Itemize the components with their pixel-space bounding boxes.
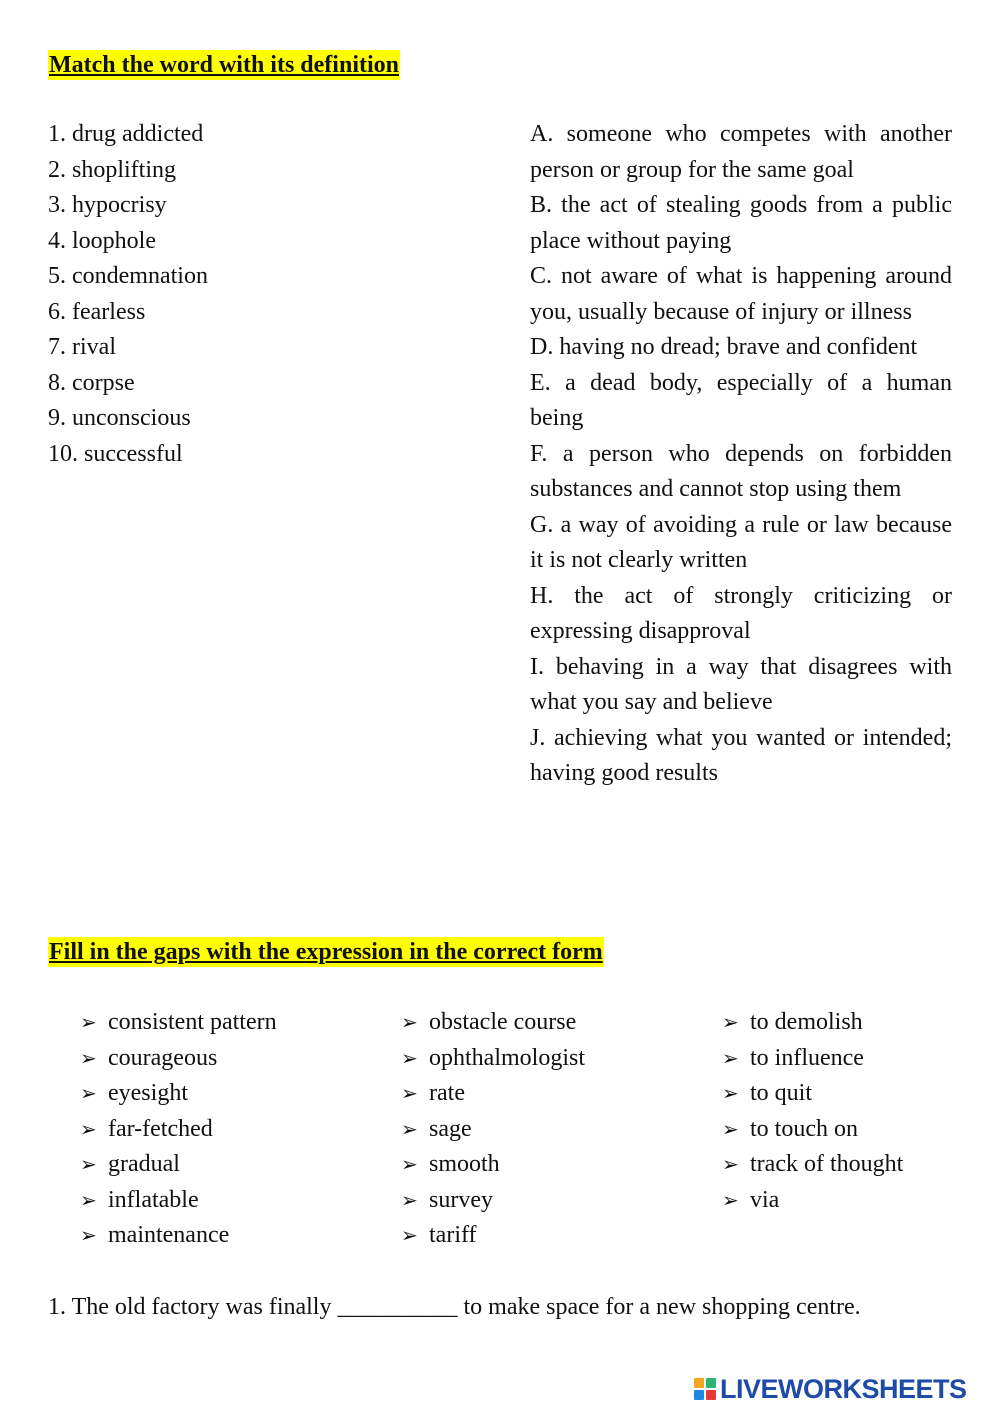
expression-label: ophthalmologist: [429, 1044, 585, 1071]
arrowhead-bullet-icon: ➢: [80, 1010, 97, 1034]
arrowhead-bullet-icon: ➢: [401, 1081, 418, 1105]
arrowhead-bullet-icon: ➢: [80, 1187, 97, 1212]
arrowhead-bullet-icon: ➢: [722, 1045, 739, 1070]
word-item: 6. fearless: [48, 298, 146, 325]
section-2-heading: Fill in the gaps with the expression in the correct form: [49, 939, 603, 965]
word-item: 2. shoplifting: [48, 156, 177, 183]
expression-label: to quit: [750, 1080, 813, 1106]
arrowhead-bullet-icon: ➢: [401, 1152, 418, 1176]
logo-text: LIVEWORKSHEETS: [720, 1373, 967, 1404]
expression-column-2: [401, 1005, 585, 1254]
arrowhead-bullet-icon: ➢: [401, 1116, 418, 1141]
arrowhead-bullet-icon: ➢: [401, 1223, 418, 1247]
arrowhead-bullet-icon: ➢: [722, 1187, 739, 1212]
expression-label: survey: [429, 1186, 493, 1213]
expression-label: eyesight: [108, 1080, 188, 1106]
expression-item: [401, 1076, 585, 1112]
logo-tiles-icon: [694, 1378, 716, 1400]
expression-label: via: [750, 1186, 780, 1213]
arrowhead-bullet-icon: ➢: [722, 1010, 739, 1034]
definition-item: J. achieving what you wanted or intended; having good results: [530, 724, 952, 786]
expression-item: [401, 1218, 585, 1254]
word-item: 1. drug addicted: [48, 121, 204, 147]
arrowhead-bullet-icon: ➢: [722, 1116, 739, 1141]
expression-item: [80, 1005, 277, 1041]
section-1-heading: Match the word with its definition: [49, 52, 399, 78]
word-item: 9. unconscious: [48, 405, 191, 431]
expression-label: to touch on: [750, 1115, 858, 1142]
definition-item: I. behaving in a way that disagrees with what you say and believe: [530, 653, 952, 715]
word-item: 3. hypocrisy: [48, 192, 167, 218]
definition-item: B. the act of stealing goods from a public place without paying: [530, 192, 952, 254]
word-list: [48, 117, 468, 472]
expression-label: rate: [429, 1080, 465, 1106]
definition-item: D. having no dread; brave and confident: [530, 334, 918, 360]
expression-item: [401, 1005, 585, 1041]
arrowhead-bullet-icon: ➢: [401, 1010, 418, 1034]
expression-item: [722, 1076, 903, 1112]
expression-item: [80, 1147, 277, 1183]
expression-item: [401, 1112, 585, 1148]
expression-label: consistent pattern: [108, 1009, 277, 1035]
expression-item: [722, 1183, 903, 1219]
definition-item: E. a dead body, especially of a human being: [530, 369, 952, 431]
expression-label: sage: [429, 1115, 472, 1142]
expression-column-1: [80, 1005, 277, 1254]
expression-label: to demolish: [750, 1009, 863, 1035]
expression-label: obstacle course: [429, 1009, 577, 1035]
expression-label: gradual: [108, 1151, 180, 1177]
expression-item: [401, 1147, 585, 1183]
arrowhead-bullet-icon: ➢: [722, 1081, 739, 1105]
expression-item: [80, 1041, 277, 1077]
definition-item: C. not aware of what is happening around you, usually because of injury or illness: [530, 263, 952, 325]
expression-label: inflatable: [108, 1186, 199, 1213]
expression-item: [722, 1005, 903, 1041]
arrowhead-bullet-icon: ➢: [80, 1045, 97, 1070]
expression-item: [80, 1183, 277, 1219]
definition-item: F. a person who depends on forbidden substances and cannot stop using them: [530, 440, 952, 502]
expression-label: tariff: [429, 1222, 477, 1248]
expression-item: [401, 1041, 585, 1077]
arrowhead-bullet-icon: ➢: [80, 1152, 97, 1176]
expression-label: far-fetched: [108, 1115, 213, 1142]
arrowhead-bullet-icon: ➢: [80, 1223, 97, 1247]
expression-label: track of thought: [750, 1151, 904, 1177]
gap-fill-sentence-1: 1. The old factory was finally __________ to make space for a new shopping centre.: [48, 1294, 861, 1320]
arrowhead-bullet-icon: ➢: [401, 1045, 418, 1070]
arrowhead-bullet-icon: ➢: [80, 1116, 97, 1141]
arrowhead-bullet-icon: ➢: [722, 1152, 739, 1176]
expression-item: [401, 1183, 585, 1219]
expression-item: [722, 1041, 903, 1077]
expression-label: courageous: [108, 1044, 218, 1071]
expression-item: [722, 1147, 903, 1183]
expression-label: to influence: [750, 1044, 864, 1071]
word-item: 7. rival: [48, 334, 116, 360]
definition-item: G. a way of avoiding a rule or law because it is not clearly written: [530, 511, 952, 573]
arrowhead-bullet-icon: ➢: [401, 1187, 418, 1212]
expression-label: smooth: [429, 1151, 500, 1177]
definition-item: A. someone who competes with another person or group for the same goal: [530, 121, 952, 183]
expression-item: [722, 1112, 903, 1148]
definition-item: H. the act of strongly criticizing or expressing disapproval: [530, 582, 952, 644]
word-item: 10. successful: [48, 440, 183, 467]
word-item: 8. corpse: [48, 369, 135, 396]
expression-item: [80, 1112, 277, 1148]
expression-item: [80, 1218, 277, 1254]
expression-label: maintenance: [108, 1222, 230, 1248]
word-item: 5. condemnation: [48, 263, 208, 289]
expression-item: [80, 1076, 277, 1112]
liveworksheets-logo: [694, 1374, 967, 1404]
arrowhead-bullet-icon: ➢: [80, 1081, 97, 1105]
definition-list: [530, 117, 952, 792]
expression-column-3: [722, 1005, 903, 1218]
word-item: 4. loophole: [48, 227, 156, 254]
